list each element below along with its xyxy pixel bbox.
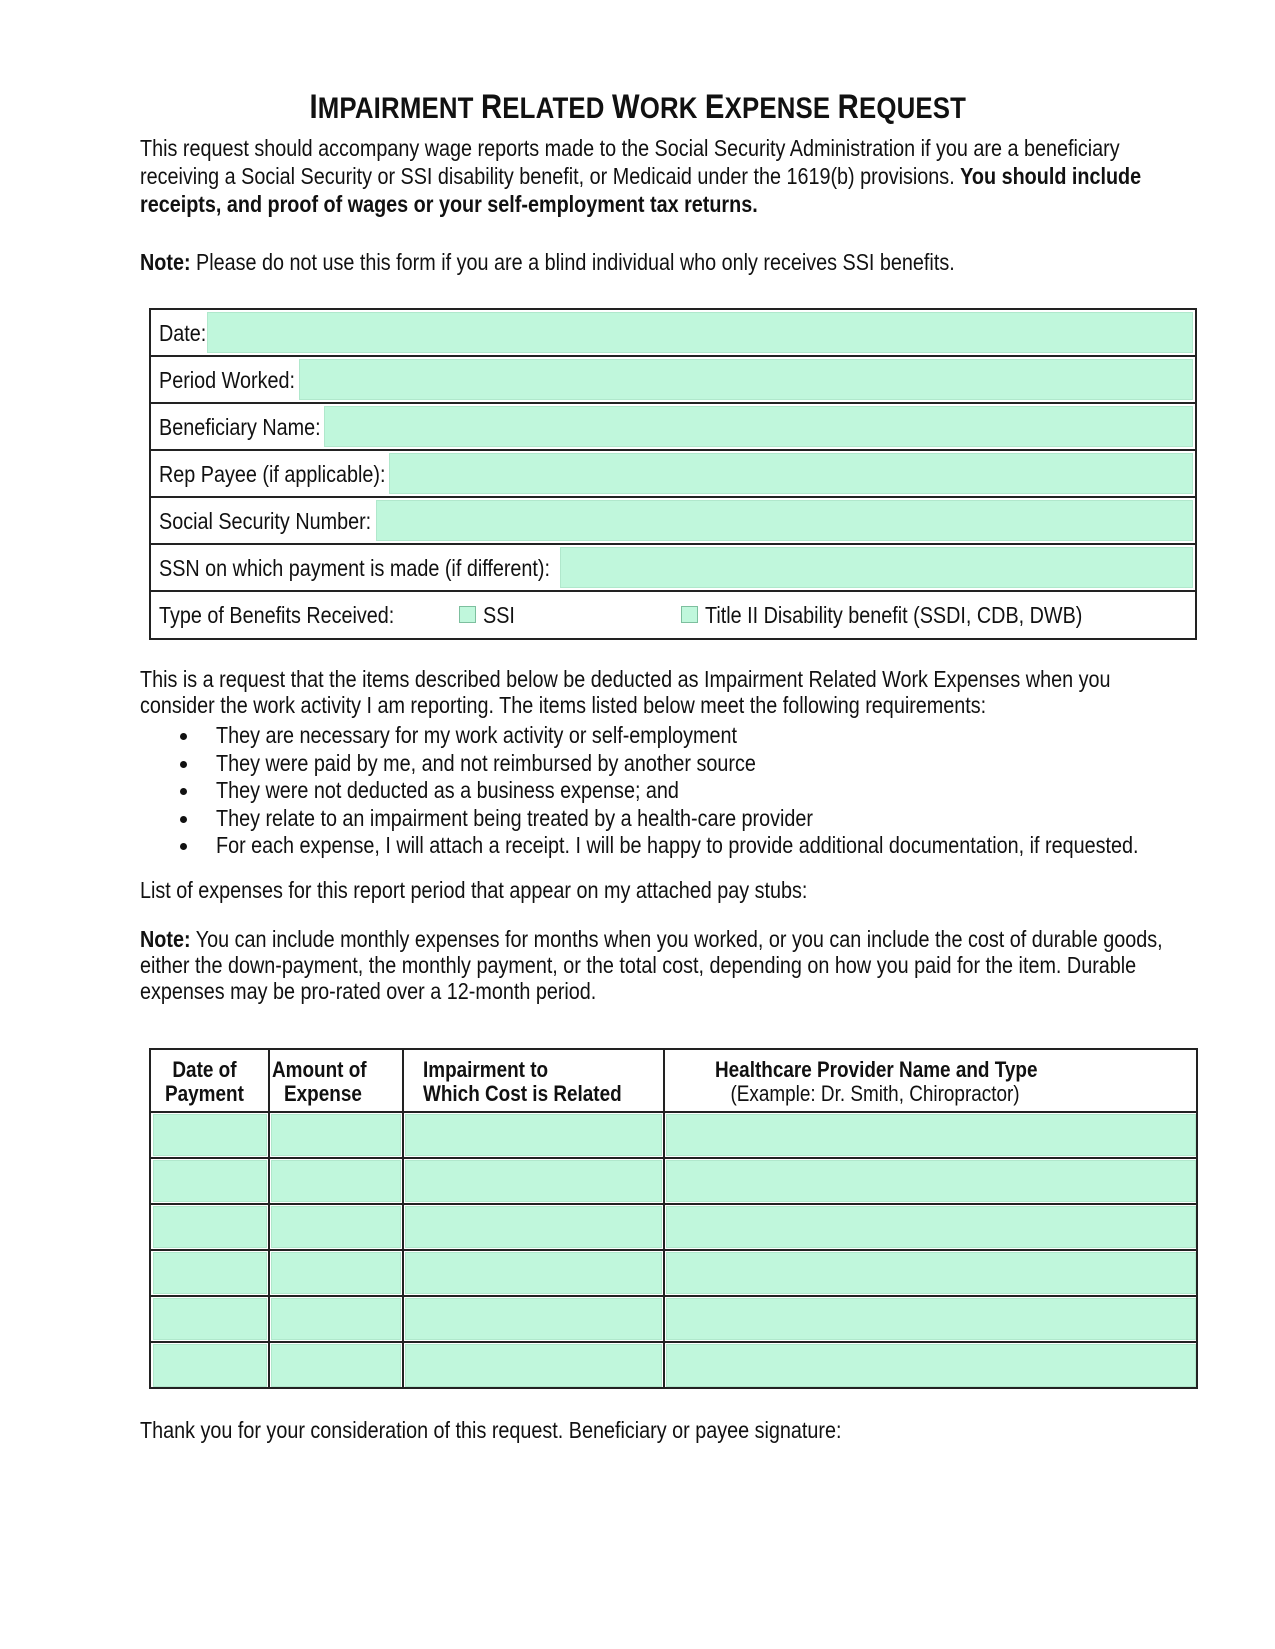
expense-impairment-cell[interactable] (405, 1298, 662, 1340)
expense-provider-cell[interactable] (666, 1298, 1196, 1340)
expense-provider-cell[interactable] (666, 1206, 1196, 1248)
col-amount-header: Amount of Expense (272, 1057, 367, 1106)
request-paragraph (140, 666, 1268, 718)
list-item: They relate to an impairment being treated by a health-care provider (180, 805, 1275, 833)
title-ii-checkbox[interactable] (681, 606, 698, 623)
list-item: They were paid by me, and not reimbursed by another source (180, 750, 1275, 778)
payment-ssn-row (151, 545, 1195, 592)
closing-signature-line: Thank you for your consideration of this request. Beneficiary or payee signature: (140, 1417, 842, 1443)
col-date-header: Date of Payment (165, 1057, 244, 1106)
intro-line-2: receiving a Social Security or SSI disability benefit, or Medicaid under the 1619(b) provisions. (140, 163, 955, 189)
beneficiary-name-field[interactable] (324, 406, 1193, 447)
expense-impairment-cell[interactable] (405, 1206, 662, 1248)
intro-line-1: This request should accompany wage reports made to the Social Security Administration if you are a beneficiary (140, 135, 1120, 161)
intro-bold-text: You should include (960, 163, 1142, 189)
intro-line-3: receipts, and proof of wages or your self-employment tax returns. (140, 191, 758, 217)
period-worked-row (151, 357, 1195, 404)
expense-amount-cell[interactable] (271, 1298, 401, 1340)
rep-payee-label: Rep Payee (if applicable): (159, 461, 386, 487)
expense-amount-cell[interactable] (271, 1114, 401, 1156)
expense-provider-cell[interactable] (666, 1344, 1196, 1387)
date-label: Date: (159, 320, 207, 346)
list-item: For each expense, I will attach a receipt. I will be happy to provide additional documentation, if requested. (180, 832, 1275, 860)
expense-amount-cell[interactable] (271, 1344, 401, 1387)
beneficiary-name-row (151, 404, 1195, 451)
date-field[interactable] (207, 312, 1193, 353)
list-intro: List of expenses for this report period that appear on my attached pay stubs: (140, 877, 808, 903)
expense-impairment-cell[interactable] (405, 1344, 662, 1387)
note-durable-line-3: expenses may be pro-rated over a 12-month period. (140, 978, 597, 1004)
expense-amount-cell[interactable] (271, 1160, 401, 1202)
note-durable (140, 926, 1275, 1004)
col-impairment-header: Impairment to Which Cost is Related (423, 1057, 622, 1106)
list-item: They are necessary for my work activity or self-employment (180, 722, 1275, 750)
expense-amount-cell[interactable] (271, 1206, 401, 1248)
ssn-field[interactable] (376, 500, 1193, 541)
date-row (151, 310, 1195, 357)
note-text: Please do not use this form if you are a blind individual who only receives SSI benefits. (196, 249, 955, 275)
payment-ssn-field[interactable] (560, 547, 1193, 588)
period-worked-label: Period Worked: (159, 367, 295, 393)
list-item: They were not deducted as a business expense; and (180, 777, 1275, 805)
rep-payee-field[interactable] (389, 453, 1193, 494)
ssi-checkbox[interactable] (459, 606, 476, 623)
expense-date-cell[interactable] (153, 1252, 267, 1294)
ssn-row (151, 498, 1195, 545)
expense-impairment-cell[interactable] (405, 1252, 662, 1294)
request-line-1: This is a request that the items described below be deducted as Impairment Related Work Expenses when you (140, 666, 1111, 692)
note-durable-line-1: You can include monthly expenses for months when you worked, or you can include the cost of durable goods, (195, 926, 1163, 952)
expense-date-cell[interactable] (153, 1298, 267, 1340)
ssi-option-label: SSI (483, 602, 515, 628)
note-durable-line-2: either the down-payment, the monthly payment, or the total cost, depending on how you paid for the item. Durable (140, 952, 1137, 978)
note-label: Note: (140, 926, 191, 952)
note-blind (140, 248, 1087, 276)
expense-date-cell[interactable] (153, 1206, 267, 1248)
benefits-row (151, 592, 1195, 640)
requirements-list (180, 722, 1275, 860)
beneficiary-info-box (149, 308, 1197, 640)
col-provider-header: Healthcare Provider Name and Type (Example: Dr. Smith, Chiropractor) (715, 1057, 1038, 1106)
expense-impairment-cell[interactable] (405, 1114, 662, 1156)
period-worked-field[interactable] (299, 359, 1193, 400)
benefits-label: Type of Benefits Received: (159, 602, 395, 628)
rep-payee-row (151, 451, 1195, 498)
beneficiary-name-label: Beneficiary Name: (159, 414, 321, 440)
expense-provider-cell[interactable] (666, 1252, 1196, 1294)
expense-date-cell[interactable] (153, 1344, 267, 1387)
expense-table (149, 1048, 1198, 1389)
expense-provider-cell[interactable] (666, 1160, 1196, 1202)
expense-date-cell[interactable] (153, 1114, 267, 1156)
expense-provider-cell[interactable] (666, 1114, 1196, 1156)
expense-impairment-cell[interactable] (405, 1160, 662, 1202)
form-title: IMPAIRMENT RELATED WORK EXPENSE REQUEST (309, 88, 966, 126)
expense-date-cell[interactable] (153, 1160, 267, 1202)
title-ii-option-label: Title II Disability benefit (SSDI, CDB, DWB) (705, 602, 1083, 628)
expense-table-header (151, 1050, 1196, 1113)
expense-amount-cell[interactable] (271, 1252, 401, 1294)
ssn-label: Social Security Number: (159, 508, 372, 534)
note-label: Note: (140, 249, 191, 275)
payment-ssn-label: SSN on which payment is made (if different): (159, 555, 551, 581)
intro-paragraph (140, 134, 1275, 218)
request-line-2: consider the work activity I am reporting. The items listed below meet the following requirements: (140, 692, 987, 718)
